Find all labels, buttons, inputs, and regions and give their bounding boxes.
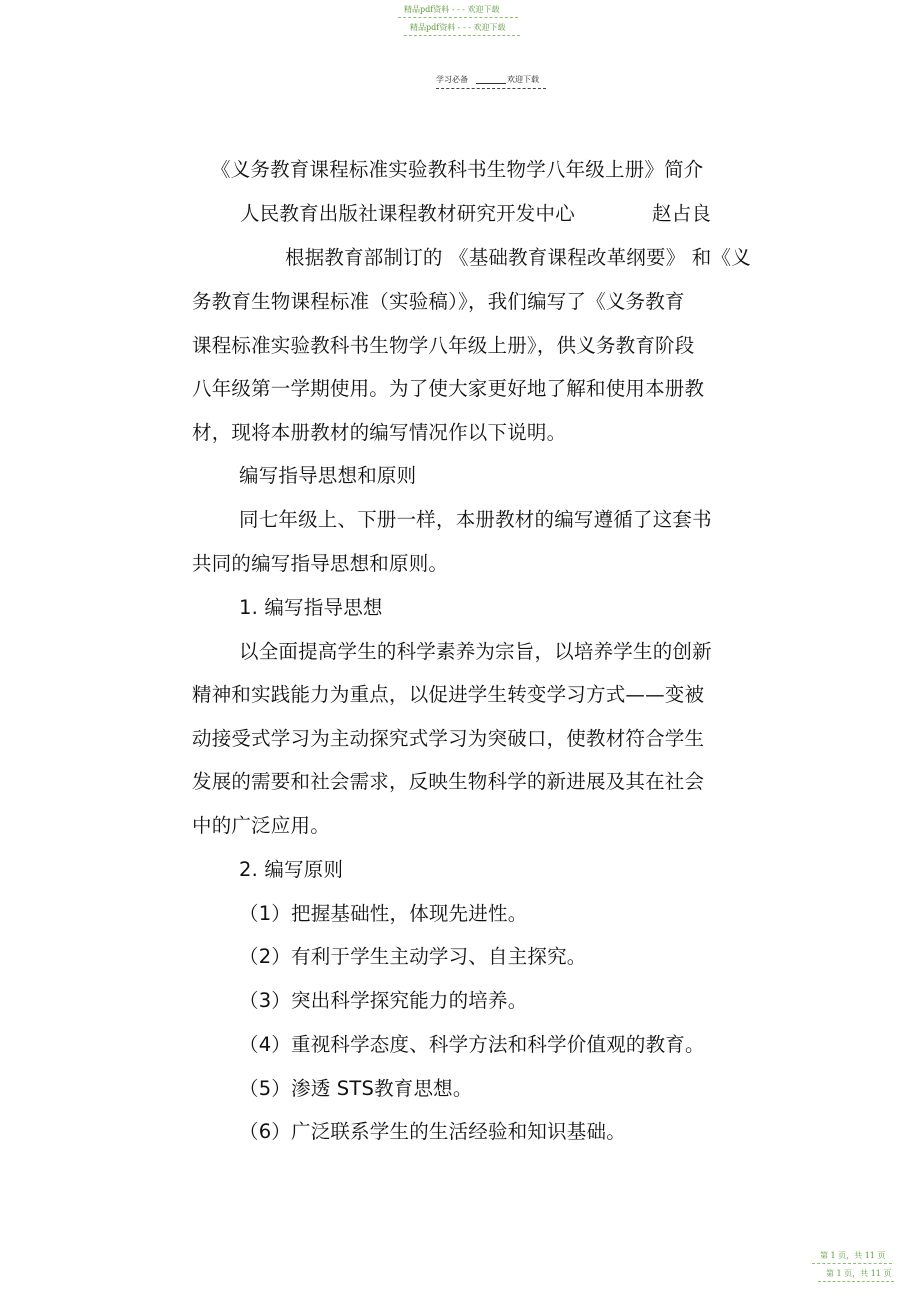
intro-line: 务教育生物课程标准（实验稿）》，我们编写了《义务教育 (192, 290, 685, 313)
footer-divider (818, 1281, 894, 1282)
section-heading: 编写指导思想和原则 (239, 464, 417, 487)
subsection-1-heading: 1. 编写指导思想 (239, 596, 383, 619)
principle-item: （4）重视科学态度、科学方法和科学价值观的教育。 (239, 1033, 705, 1056)
principle-item: （3）突出科学探究能力的培养。 (239, 989, 528, 1012)
watermark-divider (398, 17, 518, 18)
subsection-1-line: 动接受式学习为主动探究式学习为突破口，使教材符合学生 (192, 727, 705, 750)
intro-line: 课程标准实验教科书生物学八年级上册》，供义务教育阶段 (192, 334, 695, 357)
subsection-1-line: 精神和实践能力为重点，以促进学生转变学习方式——变被 (192, 683, 705, 706)
principle-item: （1）把握基础性，体现先进性。 (239, 902, 528, 925)
page-number: 第 1 页，共 11 页 (820, 1251, 886, 1260)
watermark-top-2: 精品pdf资料 - - - 欢迎下载 (410, 23, 506, 32)
header-right: 欢迎下载 (507, 75, 539, 84)
section-body-line: 共同的编写指导思想和原则。 (192, 552, 449, 575)
document-title: 《义务教育课程标准实验教科书生物学八年级上册》简介 (211, 158, 704, 181)
subsection-1-line: 发展的需要和社会需求，反映生物科学的新进展及其在社会 (192, 770, 705, 793)
subsection-1-line: 中的广泛应用。 (192, 814, 330, 837)
intro-line: 八年级第一学期使用。为了使大家更好地了解和使用本册教 (192, 377, 705, 400)
intro-line: 材，现将本册教材的编写情况作以下说明。 (192, 421, 567, 444)
subsection-2-heading: 2. 编写原则 (239, 858, 344, 881)
footer-divider (812, 1263, 892, 1264)
author-org: 人民教育出版社课程教材研究开发中心 (240, 202, 575, 225)
subsection-1-line: 以全面提高学生的科学素养为宗旨，以培养学生的创新 (239, 640, 712, 663)
watermark-top-1: 精品pdf资料 - - - 欢迎下载 (404, 5, 500, 14)
principle-item: （2）有利于学生主动学习、自主探究。 (239, 945, 587, 968)
header-divider (436, 88, 546, 89)
header-rule (476, 83, 506, 84)
section-body-line: 同七年级上、下册一样，本册教材的编写遵循了这套书 (239, 508, 712, 531)
watermark-divider (404, 35, 520, 36)
intro-line: 根据教育部制订的 《基础教育课程改革纲要》 和《义 (285, 246, 751, 269)
page-number: 第 1 页，共 11 页 (826, 1269, 892, 1278)
author-name: 赵占良 (652, 202, 712, 225)
principle-item: （5）渗透 STS教育思想。 (239, 1077, 473, 1100)
header-left: 学习必备 (436, 75, 468, 84)
principle-item: （6）广泛联系学生的生活经验和知识基础。 (239, 1120, 626, 1143)
